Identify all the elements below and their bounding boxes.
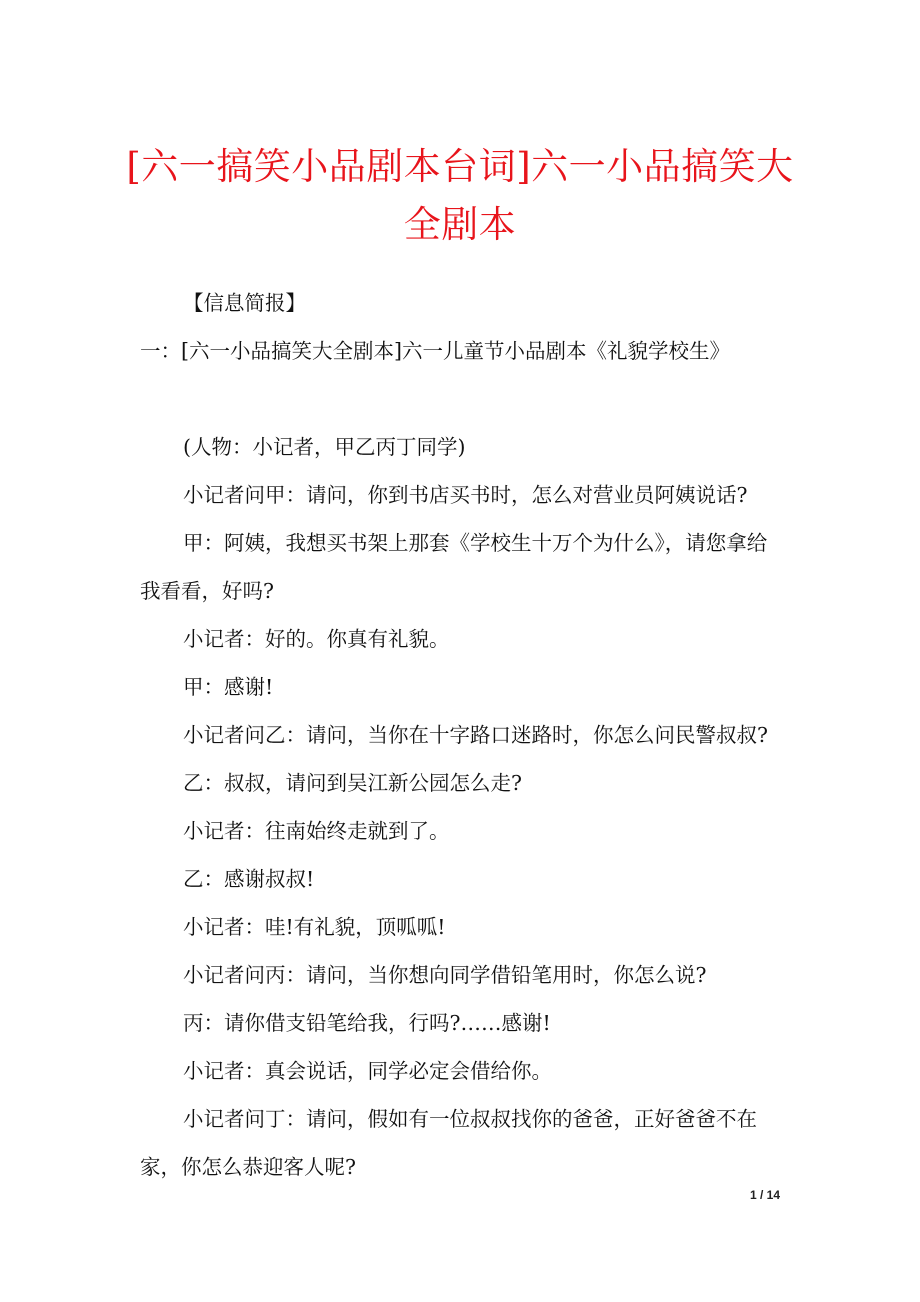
document-body (140, 279, 780, 1191)
blank-line (140, 375, 780, 423)
title-line-2: 全剧本 (403, 203, 517, 246)
document-title (110, 138, 810, 254)
paragraph: 小记者问丙：请问，当你想向同学借铅笔用时，你怎么说? (183, 963, 707, 987)
paragraph: 小记者：往南始终走就到了。 (183, 819, 450, 843)
paragraph: 甲：感谢! (183, 675, 274, 699)
section-heading: 【信息简报】 (183, 291, 306, 315)
paragraph: 小记者：真会说话，同学必定会借给你。 (183, 1059, 552, 1083)
paragraph: 小记者问丁：请问，假如有一位叔叔找你的爸爸，正好爸爸不在家，你怎么恭迎客人呢? (140, 1107, 757, 1179)
paragraph: 丙：请你借支铅笔给我，行吗?……感谢! (183, 1011, 551, 1035)
page-number: 1 / 14 (749, 1188, 780, 1202)
section-title: 一：[六一小品搞笑大全剧本]六一儿童节小品剧本《礼貌学校生》 (140, 339, 730, 363)
title-line-1: [六一搞笑小品剧本台词]六一小品搞笑大 (126, 145, 794, 188)
paragraph: 小记者：哇!有礼貌，顶呱呱! (183, 915, 446, 939)
paragraph: 小记者问乙：请问，当你在十字路口迷路时，你怎么问民警叔叔? (183, 723, 768, 747)
paragraph: 甲：阿姨，我想买书架上那套《学校生十万个为什么》，请您拿给我看看，好吗? (140, 531, 768, 603)
paragraph: 乙：叔叔，请问到吴江新公园怎么走? (183, 771, 522, 795)
paragraph: (人物：小记者，甲乙丙丁同学) (183, 435, 466, 459)
paragraph: 小记者问甲：请问，你到书店买书时，怎么对营业员阿姨说话? (183, 483, 748, 507)
paragraph: 乙：感谢叔叔! (183, 867, 315, 891)
paragraph: 小记者：好的。你真有礼貌。 (183, 627, 450, 651)
